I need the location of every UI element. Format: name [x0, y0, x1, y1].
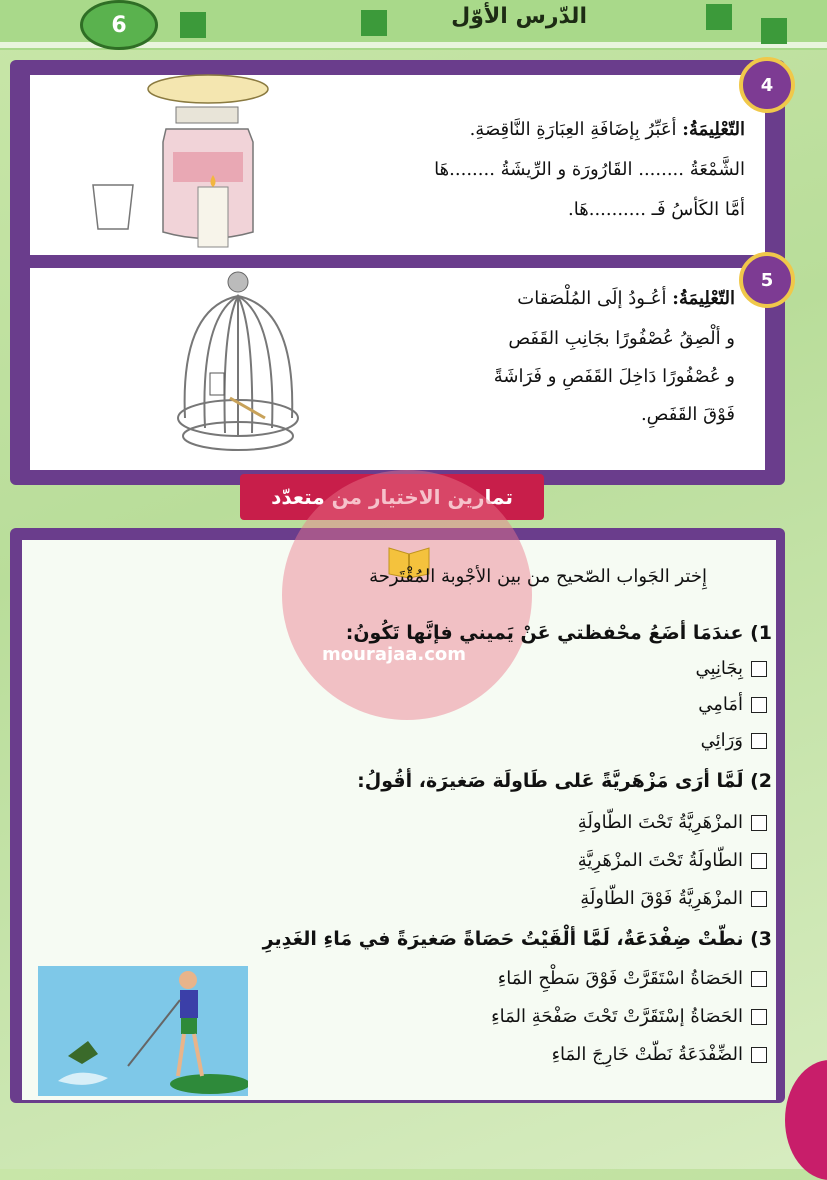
checkbox[interactable]: [751, 661, 767, 677]
watermark-circle: [282, 470, 532, 720]
q3-option-1[interactable]: [498, 968, 767, 989]
checkbox[interactable]: [751, 1009, 767, 1025]
birdcage-illustration: [170, 268, 320, 463]
exercise-5-line-1: و ألْصِقُ عُصْفُورًا بجَانِبِ القَفَص: [508, 328, 735, 349]
instruction-label: التّعْلِيمَةُ:: [672, 288, 735, 309]
checkbox[interactable]: [751, 853, 767, 869]
checkbox[interactable]: [751, 1047, 767, 1063]
checkbox[interactable]: [751, 697, 767, 713]
page-number: 6: [80, 0, 158, 50]
section-banner: تمارين الاختيار من متعدّد: [240, 474, 544, 520]
exercise-4-panel: [30, 74, 774, 255]
question-2: 2) لَمَّا أرَى مَزْهَريَّةً عَلى طَاولَة صَغيرَة، أقُولُ:: [357, 770, 772, 792]
option-label: وَرَائِي: [700, 730, 743, 751]
q2-option-3[interactable]: [580, 888, 767, 909]
q1-option-2[interactable]: [698, 694, 767, 715]
exercise-4-badge: 4: [739, 57, 795, 113]
option-label: الحَصَاةُ اسْتَقَرَّتْ فَوْقَ سَطْحِ المَاءِ: [497, 968, 743, 989]
q2-option-1[interactable]: [578, 812, 767, 833]
boy-frog-illustration: [38, 966, 248, 1096]
option-label: أمَامِي: [698, 694, 743, 715]
option-label: المزْهَرِيَّةُ فَوْقَ الطّاولَةِ: [580, 888, 743, 909]
option-label: الضِّفْدَعَةُ نَطّتْ خَارِجَ المَاءِ: [551, 1044, 743, 1065]
decor-circle: [785, 1060, 827, 1180]
exercise-5-panel: [30, 268, 774, 470]
checkbox[interactable]: [751, 733, 767, 749]
question-3: 3) نطّتْ ضِفْدَعَةٌ، لَمَّا ألْقَيْتُ حَصَاةً صَغيرَةً في مَاءِ الغَدِيرِ: [262, 928, 772, 950]
q2-option-2[interactable]: [578, 850, 767, 871]
exercise-5-badge: 5: [739, 252, 795, 308]
question-1: 1) عندَمَا أضَعُ محْفظتي عَنْ يَميني فإنَّها تَكُونُ:: [345, 622, 772, 644]
q3-option-2[interactable]: [491, 1006, 767, 1027]
exercise-4-line-1: الشَّمْعَةُ ........ القَارُورَة و الرِّيشَةُ ........هَا: [434, 159, 745, 180]
decor-square: [180, 12, 206, 38]
option-label: الطّاولَةُ تَحْتَ المزْهَرِيَّةِ: [577, 850, 743, 871]
checkbox[interactable]: [751, 891, 767, 907]
option-label: المزْهَرِيَّةُ تَحْتَ الطّاولَةِ: [577, 812, 743, 833]
bottle-candle-illustration: [88, 67, 288, 252]
exercise-5-line-2: و عُصْفُورًا دَاخِلَ القَفَصِ و فَرَاشَةً: [493, 366, 735, 387]
instruction-text: أعُـودُ إلَى المُلْصَقات: [517, 288, 667, 309]
exercise-5-line-3: فَوْقَ القَفَصِ.: [640, 404, 735, 425]
watermark-text: mourajaa.com: [322, 644, 467, 665]
lesson-title: الدّرس الأوّل: [451, 4, 587, 29]
instruction-text: أعَبِّرُ بِإضَافَةِ العِبَارَةِ النَّاقِصَةِ.: [469, 119, 677, 140]
mcq-intro: إِختر الجَواب الصّحيح من بين الأجْوبة المُقْتَرحة: [369, 566, 707, 587]
exercise-5-instruction: [517, 288, 735, 309]
q1-option-3[interactable]: [701, 730, 767, 751]
instruction-label: التّعْلِيمَةُ:: [682, 119, 745, 140]
checkbox[interactable]: [751, 971, 767, 987]
checkbox[interactable]: [751, 815, 767, 831]
option-label: بِجَانِبِي: [695, 658, 743, 679]
decor-square: [361, 10, 387, 36]
q1-option-1[interactable]: [695, 658, 767, 679]
decor-square: [761, 18, 787, 44]
decor-square: [706, 4, 732, 30]
exercise-4-line-2: أمَّا الكَأسُ فَـ ..........هَا.: [568, 199, 745, 220]
exercise-4-instruction: [470, 119, 745, 140]
q3-option-3[interactable]: [552, 1044, 767, 1065]
option-label: الحَصَاةُ إسْتَقَرَّتْ تَحْتَ صَفْحَةِ المَاءِ: [491, 1006, 743, 1027]
